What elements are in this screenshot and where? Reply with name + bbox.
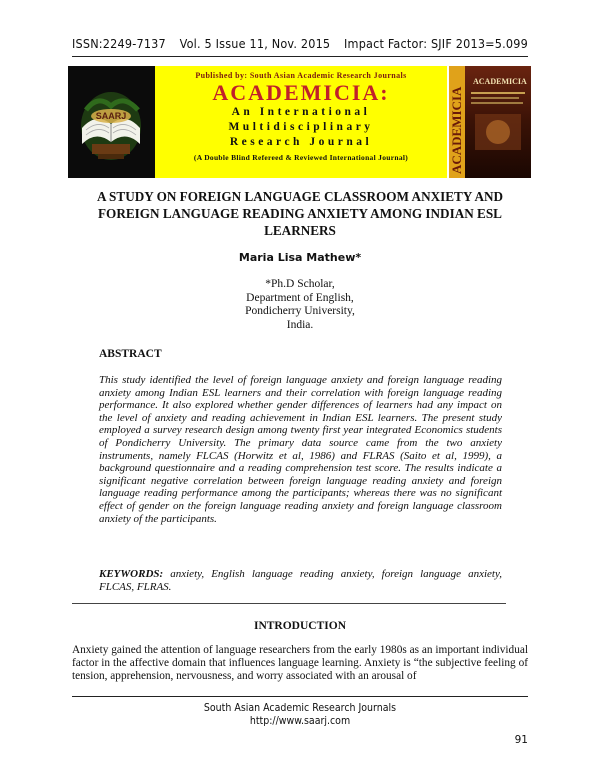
footer-rule <box>72 696 528 697</box>
author-name: Maria Lisa Mathew* <box>238 251 362 264</box>
volume-text: Vol. 5 Issue 11, Nov. 2015 <box>179 36 331 51</box>
article-title: A STUDY ON FOREIGN LANGUAGE CLASSROOM ANXIETY AND FOREIGN LANGUAGE READING ANXIETY AMONG INDIAN ESL LEARNERS <box>96 189 504 238</box>
journal-banner <box>68 66 531 178</box>
affiliation-line: Pondicherry University, <box>245 305 355 317</box>
cover-title-text: ACADEMICIA <box>473 77 527 86</box>
journal-cover-icon <box>449 66 531 178</box>
page-footer <box>0 702 600 728</box>
published-by: Published by: South Asian Academic Research Journals <box>195 71 407 80</box>
keywords-label: KEYWORDS: <box>99 568 164 580</box>
running-header <box>72 36 528 51</box>
page-number: 91 <box>514 734 528 746</box>
open-book-logo-icon <box>68 66 155 178</box>
subtitle-line-1: An International <box>231 106 371 118</box>
affiliation-line: Department of English, <box>246 291 354 304</box>
header-rule <box>72 56 528 57</box>
introduction-heading: INTRODUCTION <box>253 620 346 632</box>
affiliation-line: *Ph.D Scholar, <box>265 278 335 290</box>
issn-text: ISSN:2249-7137 <box>72 36 166 51</box>
logo-text: SAARJ <box>95 111 127 121</box>
journal-name: ACADEMICIA: <box>212 80 390 105</box>
saarj-logo <box>68 66 155 178</box>
author-affiliation <box>0 278 600 332</box>
journal-cover-thumbnail <box>449 66 531 178</box>
cover-side-text: ACADEMICIA <box>449 86 464 174</box>
journal-title-block <box>155 66 447 178</box>
abstract-heading: ABSTRACT <box>99 348 162 360</box>
subtitle-line-2: Multidisciplinary <box>228 121 374 133</box>
refereed-note: (A Double Blind Refereed & Reviewed International Journal) <box>193 153 409 162</box>
publisher-url[interactable]: http://www.saarj.com <box>249 715 351 727</box>
keywords-block <box>99 568 502 593</box>
abstract-divider <box>72 603 506 604</box>
keywords-text: anxiety, English language reading anxiety, foreign language anxiety, FLCAS, FLRAS. <box>99 568 502 593</box>
publisher-name: South Asian Academic Research Journals <box>203 702 397 714</box>
introduction-text: Anxiety gained the attention of language researchers from the early 1980s as an important individual factor in the affective domain that influences language learning. Anxiety is “the subjective feeling of tension, apprehension, nervousness, and worry associated with an arousal of <box>72 644 528 683</box>
abstract-text: This study identified the level of foreign language anxiety and foreign language reading anxiety among Indian ESL learners and their correlation with foreign language reading performance. It also explored whether gender differences of learners had any impact on the level of anxiety and reading achievement in Indian ESL learners. The present study employed a survey research design among twenty first year integrated Economics students of Pondicherry University. The primary data source came from the two anxiety instruments, namely FLCAS (Horwitz et al, 1986) and FLRAS (Saito et al, 1999), a background questionnaire and a reading comprehension test score. The results indicate a significant negative correlation between foreign language reading anxiety and foreign language reading performance among the participants; whereas there was no significant effect of gender on the foreign language reading anxiety and foreign language classroom anxiety of the participants. <box>99 374 502 525</box>
affiliation-line: India. <box>286 318 314 331</box>
impact-factor-text: Impact Factor: SJIF 2013=5.099 <box>344 36 528 51</box>
subtitle-line-3: Research Journal <box>229 136 373 148</box>
